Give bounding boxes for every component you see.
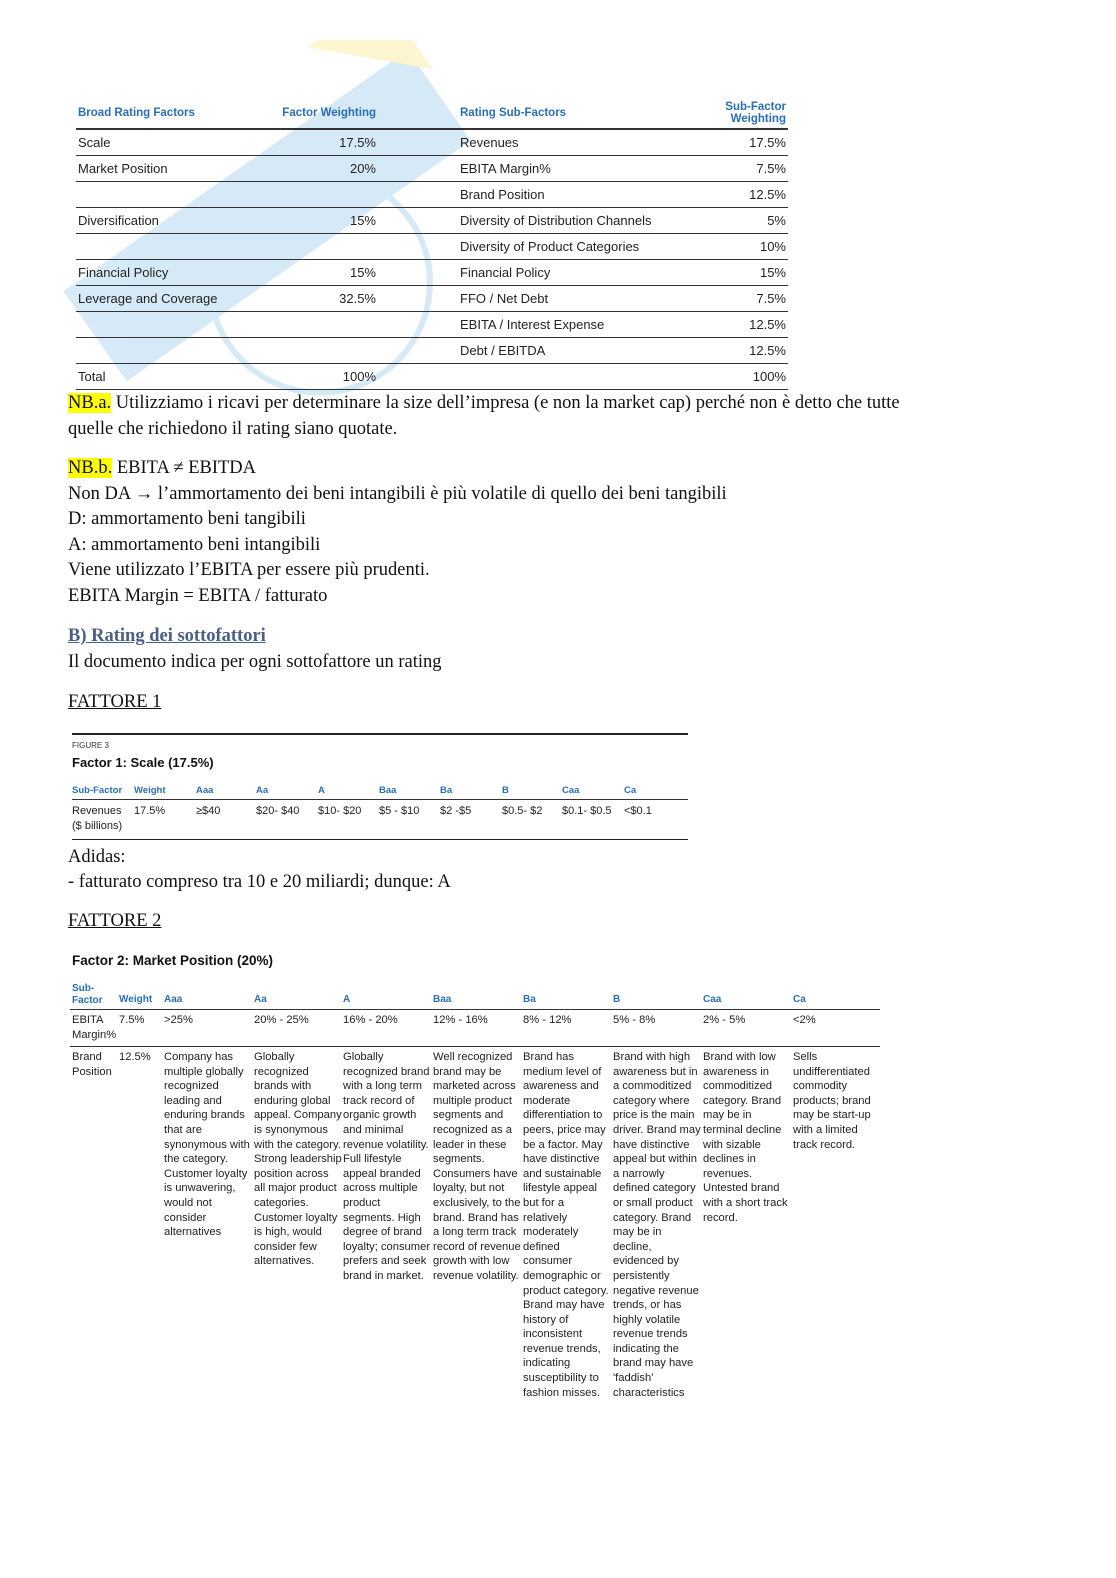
brand-position-cell: Sells undifferentiated commodity products; brand may be start-up with a limited track record. — [793, 1051, 871, 1151]
header-spacer — [378, 98, 458, 129]
table-row — [76, 364, 788, 390]
figure-3-cell: $2 -$5 — [440, 805, 472, 817]
sub-factor-cell: EBITA Margin% — [458, 156, 688, 182]
rating-factors-table — [76, 98, 788, 390]
section-b-heading: B) Rating dei sottofattori — [68, 626, 266, 646]
broad-factor-cell: Market Position — [76, 156, 261, 182]
header-sub-factors: Rating Sub-Factors — [458, 98, 688, 129]
table-row — [76, 338, 788, 364]
sub-factor-cell: Diversity of Product Categories — [458, 234, 688, 260]
spacer-cell — [378, 260, 458, 286]
broad-factor-cell: Financial Policy — [76, 260, 261, 286]
ebita-margin-cell: 16% - 20% — [343, 1014, 398, 1026]
adidas-conclusion: - fatturato compreso tra 10 e 20 miliardi; dunque: A — [68, 872, 451, 892]
table-row — [76, 234, 788, 260]
factor-2-header: Ba — [523, 994, 536, 1005]
spacer-cell — [378, 208, 458, 234]
factor-weight-cell: 20% — [261, 156, 378, 182]
table-row — [76, 208, 788, 234]
broad-factor-cell — [76, 312, 261, 338]
table-row — [76, 182, 788, 208]
header-broad-factors: Broad Rating Factors — [76, 98, 261, 129]
figure-3-header: Ba — [440, 785, 453, 796]
header-sub-factor-weighting: Sub-Factor Weighting — [688, 98, 788, 129]
ebita-margin-cell: 7.5% — [119, 1014, 145, 1026]
figure-3-header: Aaa — [196, 785, 214, 796]
nb-b-line-1: Non DA → l’ammortamento dei beni intangibili è più volatile di quello dei beni tangibili — [68, 484, 727, 504]
factor-weight-cell: 15% — [261, 208, 378, 234]
brand-position-cell: Company has multiple globally recognized leading and enduring brands that are synonymous with the category. Customer loyalty is unwavering, would not consider alternatives — [164, 1051, 250, 1239]
spacer-cell — [378, 364, 458, 390]
sub-factor-cell: Debt / EBITDA — [458, 338, 688, 364]
spacer-cell — [378, 234, 458, 260]
ebita-margin-cell: 2% - 5% — [703, 1014, 746, 1026]
row-divider — [70, 1046, 880, 1047]
factor-2-header: Baa — [433, 994, 452, 1005]
factor-2-header: Sub- Factor — [72, 983, 103, 1006]
figure-title: Factor 1: Scale (17.5%) — [72, 755, 214, 770]
broad-factor-cell: Total — [76, 364, 261, 390]
factor-weight-cell — [261, 234, 378, 260]
spacer-cell — [378, 286, 458, 312]
figure-3-cell: ≥$40 — [196, 805, 221, 817]
broad-factor-cell — [76, 338, 261, 364]
nb-b-line-5: EBITA Margin = EBITA / fatturato — [68, 586, 328, 606]
brand-position-cell: Globally recognized brand with a long term track record of organic growth and minimal revenue volatility. Full lifestyle appeal branded across multiple product segments. High degree of brand loyalty; consumer prefers and seek brand in market. — [343, 1051, 431, 1282]
sub-weight-cell: 15% — [688, 260, 788, 286]
brand-position-cell: Globally recognized brands with enduring global appeal. Company is synonymous with the category. Strong leadership position across all major product categories. Customer loyalty is high, would consider few alternatives. — [254, 1051, 342, 1268]
factor-weight-cell: 17.5% — [261, 129, 378, 156]
figure-3-header: A — [318, 785, 325, 796]
table-row — [76, 286, 788, 312]
figure-3-header: Sub-Factor — [72, 785, 123, 796]
sub-weight-cell: 7.5% — [688, 286, 788, 312]
brand-position-cell: Brand with high awareness but in a commoditized category where price is the main driver. Brand may have distinctive appeal but within a narrowly defined category or small product category. Brand may be in decline, evidenced by persistently negative revenue trends, or has highly volatile revenue trends indicating the brand may have 'faddish' characteristics — [613, 1051, 701, 1399]
sub-factor-cell — [458, 364, 688, 390]
factor-weight-cell — [261, 312, 378, 338]
ebita-margin-cell: 12% - 16% — [433, 1014, 488, 1026]
factor-2-header: Aaa — [164, 994, 183, 1005]
sub-factor-cell: EBITA / Interest Expense — [458, 312, 688, 338]
ebita-margin-cell: 5% - 8% — [613, 1014, 656, 1026]
broad-factor-cell — [76, 234, 261, 260]
figure-3-cell: Revenues ($ billions) — [72, 805, 123, 832]
nb-b-line-3: A: ammortamento beni intangibili — [68, 535, 321, 555]
fattore-2-heading: FATTORE 2 — [68, 911, 162, 931]
figure-3-cell: $0.1- $0.5 — [562, 805, 612, 817]
figure-3-header: Aa — [256, 785, 269, 796]
ebita-margin-cell: >25% — [164, 1014, 193, 1026]
sub-weight-cell: 7.5% — [688, 156, 788, 182]
figure-3-header: B — [502, 785, 509, 796]
broad-factor-cell: Leverage and Coverage — [76, 286, 261, 312]
spacer-cell — [378, 182, 458, 208]
nb-b-line-4: Viene utilizzato l’EBITA per essere più prudenti. — [68, 560, 430, 580]
spacer-cell — [378, 129, 458, 156]
nb-b-text: EBITA ≠ EBITDA — [112, 458, 257, 478]
nb-b-label: NB.b. — [68, 458, 113, 478]
factor-2-header: Ca — [793, 994, 806, 1005]
sub-factor-cell: Brand Position — [458, 182, 688, 208]
ebita-margin-cell: EBITA Margin% — [72, 1014, 117, 1041]
sub-weight-cell: 10% — [688, 234, 788, 260]
nb-a-text: Utilizziamo i ricavi per determinare la size dell’impresa (e non la market cap) perché non è detto che tutte — [111, 393, 900, 413]
nb-a-label: NB.a. — [68, 393, 112, 413]
figure-3-cell: $5 - $10 — [379, 805, 420, 817]
nb-b-line-2: D: ammortamento beni tangibili — [68, 509, 306, 529]
figure-3-cell: <$0.1 — [624, 805, 652, 817]
sub-weight-cell: 5% — [688, 208, 788, 234]
table-row — [76, 129, 788, 156]
adidas-note: Adidas: — [68, 847, 126, 867]
sub-weight-cell: 12.5% — [688, 312, 788, 338]
figure-3-cell: 17.5% — [134, 805, 166, 817]
sub-factor-cell: Financial Policy — [458, 260, 688, 286]
nb-a-paragraph — [68, 390, 900, 416]
factor-weight-cell: 100% — [261, 364, 378, 390]
broad-factor-cell: Diversification — [76, 208, 261, 234]
section-b-text: Il documento indica per ogni sottofattore un rating — [68, 652, 442, 672]
factor-2-header: B — [613, 994, 621, 1005]
figure-3-cell: $10- $20 — [318, 805, 362, 817]
brand-position-cell: Brand has medium level of awareness and moderate differentiation to peers, price may be a factor. May have distinctive and sustainable lifestyle appeal but for a relatively moderately defined consumer demographic or product category. Brand may have history of inconsistent revenue trends, indicating susceptibility to fashion misses. — [523, 1051, 609, 1399]
table-row — [76, 156, 788, 182]
spacer-cell — [378, 338, 458, 364]
factor-weight-cell — [261, 338, 378, 364]
table-header-row — [76, 98, 788, 129]
figure-3-header: Caa — [562, 785, 580, 796]
factor-weight-cell: 32.5% — [261, 286, 378, 312]
sub-weight-cell: 12.5% — [688, 338, 788, 364]
sub-weight-cell: 100% — [688, 364, 788, 390]
table-row — [76, 260, 788, 286]
figure-label: FIGURE 3 — [72, 741, 109, 750]
broad-factor-cell — [76, 182, 261, 208]
spacer-cell — [378, 312, 458, 338]
figure-3-header: Baa — [379, 785, 397, 796]
sub-factor-cell: Revenues — [458, 129, 688, 156]
figure-3-scale — [72, 733, 688, 840]
brand-position-cell: Brand Position — [72, 1051, 112, 1078]
header-divider — [70, 1009, 880, 1010]
ebita-margin-cell: 8% - 12% — [523, 1014, 572, 1026]
factor-2-header: Caa — [703, 994, 722, 1005]
factor-2-header: Aa — [254, 994, 267, 1005]
figure-3-cell: $20- $40 — [256, 805, 300, 817]
brand-position-cell: Brand with low awareness in commoditized category. Brand may be in terminal decline with sizable declines in revenues. Untested brand with a short track record. — [703, 1051, 788, 1224]
fattore-1-heading: FATTORE 1 — [68, 692, 162, 712]
sub-factor-cell: FFO / Net Debt — [458, 286, 688, 312]
table-row — [76, 312, 788, 338]
spacer-cell — [378, 156, 458, 182]
figure-3-header: Ca — [624, 785, 637, 796]
sub-weight-cell: 12.5% — [688, 182, 788, 208]
brand-position-cell: 12.5% — [119, 1051, 151, 1063]
factor-2-header: Weight — [119, 994, 153, 1005]
header-factor-weighting: Factor Weighting — [261, 98, 378, 129]
factor-weight-cell: 15% — [261, 260, 378, 286]
ebita-margin-cell: <2% — [793, 1014, 816, 1026]
sub-weight-cell: 17.5% — [688, 129, 788, 156]
sub-factor-cell: Diversity of Distribution Channels — [458, 208, 688, 234]
figure-3-cell: $0.5- $2 — [502, 805, 543, 817]
header-divider — [72, 799, 688, 800]
brand-position-cell: Well recognized brand may be marketed across multiple product segments and recognized as a leader in these segments. Consumers have loyalty, but not exclusively, to the brand. Brand has a long term track record of revenue growth with low revenue volatility. — [433, 1051, 521, 1282]
factor-2-title: Factor 2: Market Position (20%) — [72, 953, 274, 968]
figure-3-header: Weight — [134, 785, 166, 796]
factor-2-header: A — [343, 994, 351, 1005]
factor-weight-cell — [261, 182, 378, 208]
broad-factor-cell: Scale — [76, 129, 261, 156]
nb-a-line2: quelle che richiedono il rating siano quotate. — [68, 419, 398, 439]
ebita-margin-cell: 20% - 25% — [254, 1014, 309, 1026]
nb-b-paragraph — [68, 455, 256, 481]
